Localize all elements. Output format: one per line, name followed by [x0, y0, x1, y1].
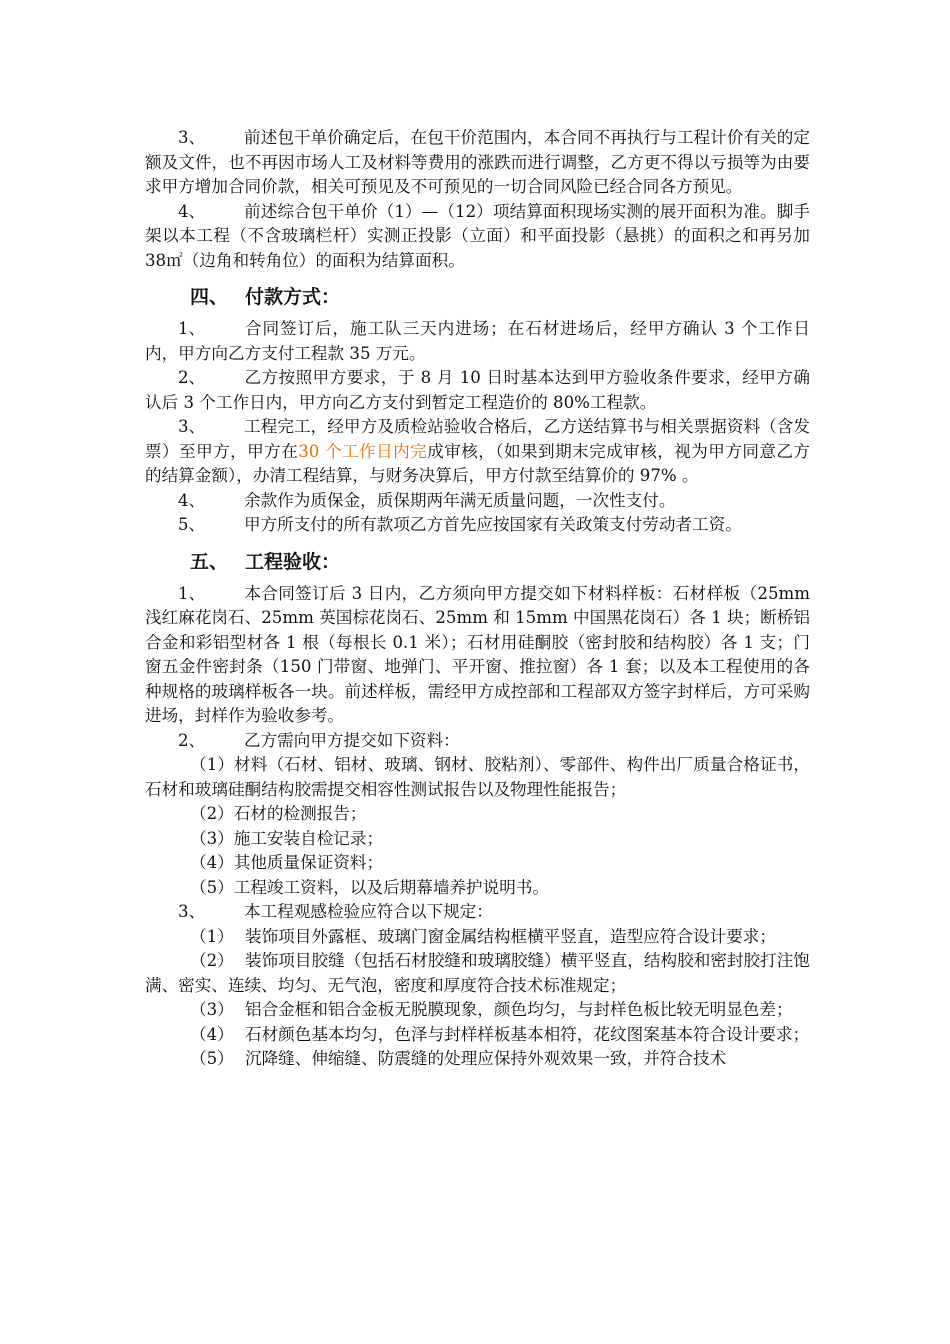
payment-clause-3: 3、 工程完工，经甲方及质检站验收合格后，乙方送结算书与相关票据资料（含发票）至甲方，甲方在30 个工作日内完成审核，（如果到期末完成审核，视为甲方同意乙方的结算金额），办清工程结算，与财务决算后，甲方付款至结算价的 97% 。: [145, 417, 811, 485]
heading-payment: 四、 付款方式：: [190, 286, 341, 308]
doc-item: （1）材料（石材、铝材、玻璃、钢材、胶粘剂）、零部件、构件出厂质量合格证书，石材和玻璃硅酮结构胶需提交相容性测试报告以及物理性能报告；: [145, 755, 810, 799]
acceptance-clause-3: 3、 本工程观感检验应符合以下规定：: [178, 902, 493, 921]
inspection-item: （1） 装饰项目外露框、玻璃门窗金属结构框横平竖直，造型应符合设计要求；: [190, 926, 776, 946]
payment-clause-5: 5、 甲方所支付的所有款项乙方首先应按国家有关政策支付劳动者工资。: [178, 515, 742, 534]
inspection-item: （3） 铝合金框和铝合金板无脱膜现象，颜色均匀，与封样色板比较无明显色差；: [190, 1000, 793, 1019]
acceptance-clause-2: 2、 乙方需向甲方提交如下资料：: [178, 730, 460, 750]
doc-item: （4）其他质量保证资料；: [190, 853, 384, 872]
highlighted-deadline: 30 个工作日内完: [298, 441, 428, 461]
heading-acceptance: 五、 工程验收：: [190, 550, 341, 573]
doc-item: （3）施工安装自检记录；: [190, 828, 384, 848]
payment-clause-4: 4、 余款作为质保金，质保期两年满无质量问题，一次性支付。: [178, 490, 676, 510]
clause-3-4: 4、 前述综合包干单价（1）—（12）项结算面积现场实测的展开面积为准。脚手架以本工程（不含玻璃栏杆）实测正投影（立面）和平面投影（悬挑）的面积之和再另加38㎡（边角和转角位）的面积为结算面积。: [145, 201, 810, 270]
acceptance-clause-1: 1、 本合同签订后 3 日内，乙方须向甲方提交如下材料样板：石材样板（25mm 浅红麻花岗石、25mm 英国棕花岗石、25mm 和 15mm 中国黑花岗石）各 1 块；断桥铝合金和彩铝型材各 1 根（每根长 0.1 米）；石材用硅酮胶（密封胶和结构胶）各 1 支；门窗五金件密封条（150 门带窗、地弹门、平开窗、推拉窗）各 1 套；以及本工程使用的各种规格的玻璃样板各一块。前述样板，需经甲方成控部和工程部双方签字封样后，方可采购进场，封样作为验收参考。: [145, 583, 810, 725]
inspection-item: （2） 装饰项目胶缝（包括石材胶缝和玻璃胶缝）横平竖直，结构胶和密封胶打注饱满、密实、连续、均匀、无气泡，密度和厚度符合技术标准规定；: [145, 951, 810, 995]
inspection-item: （4） 石材颜色基本均匀，色泽与封样样板基本相符，花纹图案基本符合设计要求；: [190, 1024, 810, 1044]
doc-item: （5）工程竣工资料，以及后期幕墙养护说明书。: [190, 877, 550, 897]
clause-3-3: 3、 前述包干单价确定后，在包干价范围内，本合同不再执行与工程计价有关的定额及文件，也不再因市场人工及材料等费用的涨跌而进行调整，乙方更不得以亏损等为由要求甲方增加合同价款，相关可预见及不可预见的一切合同风险已经合同各方预见。: [145, 128, 810, 196]
payment-clause-1: 1、 合同签订后，施工队三天内进场；在石材进场后，经甲方确认 3 个工作日内，甲方向乙方支付工程款 35 万元。: [145, 319, 810, 363]
payment-clause-2: 2、 乙方按照甲方要求，于 8 月 10 日时基本达到甲方验收条件要求，经甲方确认后 3 个工作日内，甲方向乙方支付到暂定工程造价的 80%工程款。: [145, 368, 810, 412]
document-body: [145, 126, 810, 1072]
doc-item: （2）石材的检测报告；: [190, 804, 367, 823]
inspection-item: （5） 沉降缝、伸缩缝、防震缝的处理应保持外观效果一致，并符合技术: [190, 1049, 727, 1068]
